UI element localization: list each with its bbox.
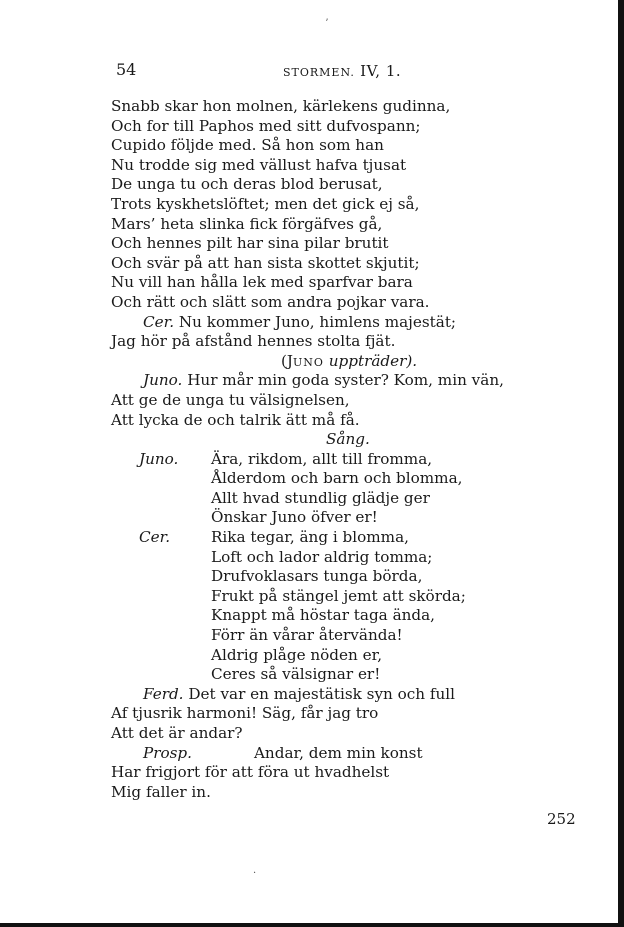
- stage-open: (J: [281, 351, 294, 370]
- speech-text: Nu kommer Juno, himlens majestät;: [178, 312, 457, 331]
- stage-action: uppträder).: [328, 351, 418, 370]
- song-verse: Önskar Juno öfver er!: [211, 508, 378, 527]
- verse-line: Mars’ heta slinka fick förgäfves gå,: [111, 214, 383, 233]
- speaker-ferdinand: Ferd.: [143, 684, 184, 703]
- verse-line: Nu vill han hålla lek med sparfvar bara: [111, 273, 413, 292]
- speaker-juno: Juno.: [143, 371, 183, 390]
- song-verse: Aldrig plåge nöden er,: [211, 645, 383, 664]
- page-edge-right: [618, 0, 624, 927]
- song-verse: Rika tegar, äng i blomma,: [211, 528, 409, 547]
- song-speaker-ceres: Cer.: [139, 528, 171, 547]
- verse-line: Nu trodde sig med vällust hafva tjusat: [111, 155, 407, 174]
- speck: ·: [253, 868, 257, 879]
- song-verse: Ceres så välsignar er!: [211, 665, 381, 684]
- speech-text: Hur mår min goda syster? Kom, min vän,: [187, 371, 504, 390]
- verse-line: De unga tu och deras blod berusat,: [111, 175, 383, 194]
- speech-text: Det var en majestätisk syn och full: [188, 684, 456, 703]
- verse-line: Och rätt och slätt som andra pojkar vara.: [111, 292, 430, 311]
- stage-direction: [111, 352, 611, 372]
- verse-line: Att lycka de och talrik ätt må få.: [111, 410, 360, 429]
- verse-line: Mig faller in.: [111, 782, 211, 801]
- speaker-prospero: Prosp.: [143, 743, 192, 762]
- verse-line: Jag hör på afstånd hennes stolta fjät.: [111, 332, 396, 351]
- body-text: [111, 97, 611, 802]
- page-edge-bottom: [0, 923, 624, 927]
- song-verse: Ålderdom och barn och blomma,: [211, 469, 463, 488]
- song-verse: Allt hvad stundlig glädje ger: [211, 488, 430, 507]
- verse-line: Och for till Paphos med sitt dufvospann;: [111, 116, 421, 135]
- running-head-act-scene: IV, 1.: [360, 62, 402, 80]
- speech-text: Andar, dem min konst: [253, 743, 423, 762]
- verse-line: Och hennes pilt har sina pilar brutit: [111, 234, 389, 253]
- song-verse: Drufvoklasars tunga börda,: [211, 567, 423, 586]
- verse-line: Af tjusrik harmoni! Säg, får jag tro: [111, 704, 379, 723]
- speech-line: [111, 371, 611, 391]
- verse-line: Har frigjort för att föra ut hvadhelst: [111, 763, 390, 782]
- speaker-ceres: Cer.: [143, 312, 175, 331]
- speech-line: [111, 313, 611, 333]
- speech-line: [111, 744, 611, 764]
- speck: ʼ: [325, 18, 329, 29]
- song-line: [111, 528, 611, 548]
- running-head: [283, 62, 401, 80]
- song: [111, 450, 611, 685]
- stage-name: UNO: [293, 355, 324, 369]
- page-number: 54: [116, 60, 137, 79]
- verse-line: Trots kyskhetslöftet; men det gick ej så,: [111, 194, 420, 213]
- signature-mark: 252: [547, 810, 576, 828]
- song-speaker-juno: Juno.: [139, 449, 179, 468]
- song-verse: Förr än vårar återvända!: [211, 626, 403, 645]
- verse-line: Att det är andar?: [111, 724, 243, 742]
- running-head-title: STORMEN.: [283, 66, 355, 79]
- song-title: Sång.: [326, 430, 370, 449]
- verse-line: Snabb skar hon molnen, kärlekens gudinna,: [111, 97, 451, 115]
- song-verse: Frukt på stängel jemt att skörda;: [211, 586, 466, 605]
- verse-line: Och svär på att han sista skottet skjutit;: [111, 253, 420, 272]
- verse-line: Cupido följde med. Så hon som han: [111, 136, 384, 155]
- verse-line: Att ge de unga tu välsignelsen,: [111, 390, 350, 409]
- speech-line: [111, 685, 611, 705]
- song-verse: Knappt må höstar taga ända,: [211, 606, 436, 625]
- song-verse: Loft och lador aldrig tomma;: [211, 547, 433, 566]
- song-verse: Ära, rikdom, allt till fromma,: [211, 449, 433, 468]
- song-line: [111, 450, 611, 470]
